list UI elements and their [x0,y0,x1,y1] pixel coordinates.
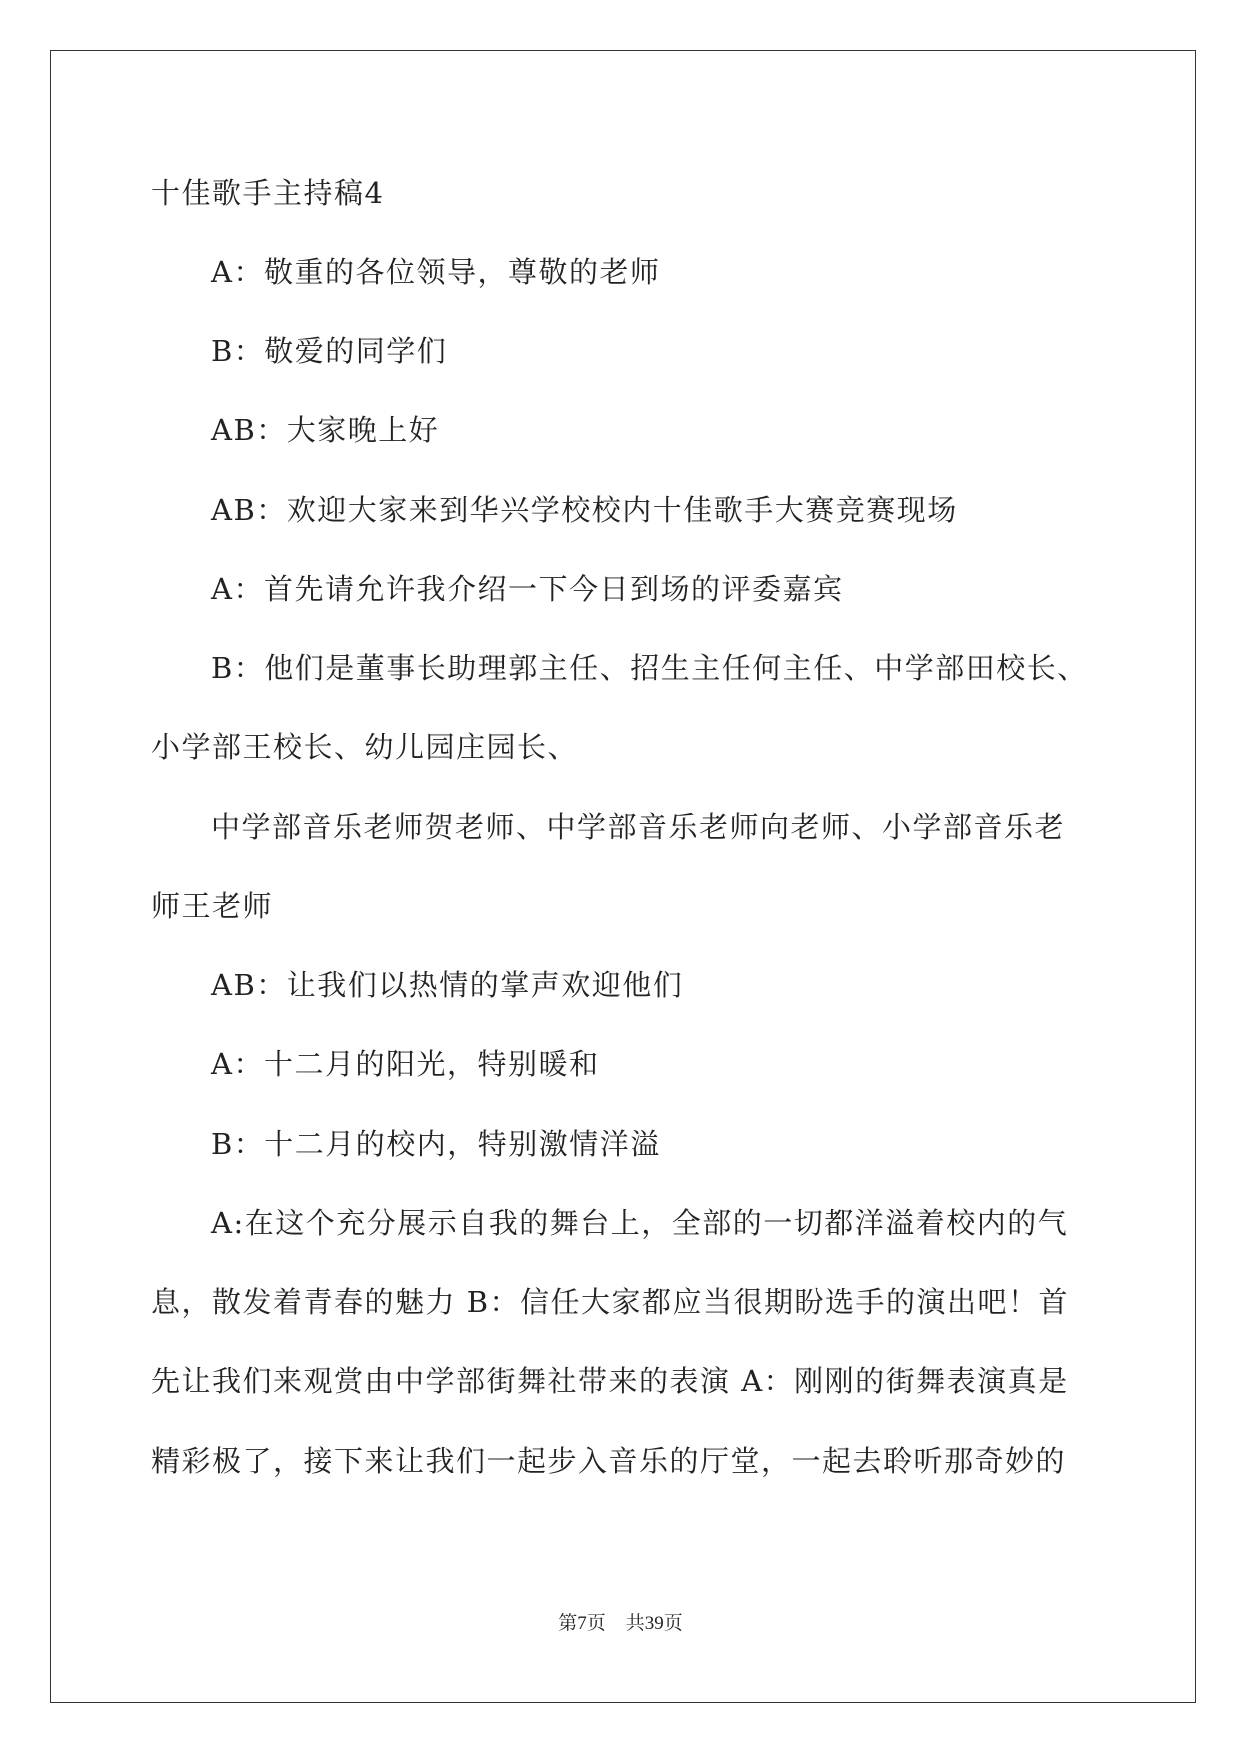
total-pages: 共39页 [625,1613,683,1634]
text-line: 小学部王校长、幼儿园庄园长、 [151,730,579,764]
text-line: A：首先请允许我介绍一下今日到场的评委嘉宾 [211,572,844,606]
text-line: AB：让我们以热情的掌声欢迎他们 [211,968,684,1002]
text-line: 师王老师 [151,889,274,923]
text-line: A:在这个充分展示自我的舞台上，全部的一切都洋溢着校内的气 [211,1206,1069,1240]
text-line: AB：欢迎大家来到华兴学校校内十佳歌手大赛竞赛现场 [211,493,958,527]
text-line: 先让我们来观赏由中学部街舞社带来的表演 A：刚刚的街舞表演真是 [151,1364,1069,1398]
text-line: 精彩极了，接下来让我们一起步入音乐的厅堂，一起去聆听那奇妙的 [151,1444,1067,1478]
text-line: 息，散发着青春的魅力 B：信任大家都应当很期盼选手的演出吧！首 [151,1285,1070,1319]
document-title: 十佳歌手主持稿4 [151,176,385,210]
text-line: B：十二月的校内，特别激情洋溢 [211,1127,661,1161]
page-number: 第7页 [558,1613,606,1634]
text-line: AB：大家晚上好 [211,413,440,447]
page-footer [0,1608,1241,1635]
text-line: B：敬爱的同学们 [211,334,448,368]
text-line: B：他们是董事长助理郭主任、招生主任何主任、中学部田校长、 [211,651,1088,685]
text-line: A：敬重的各位领导，尊敬的老师 [211,255,661,289]
text-line: 中学部音乐老师贺老师、中学部音乐老师向老师、小学部音乐老 [211,810,1066,844]
text-line: A：十二月的阳光，特别暖和 [211,1047,600,1081]
